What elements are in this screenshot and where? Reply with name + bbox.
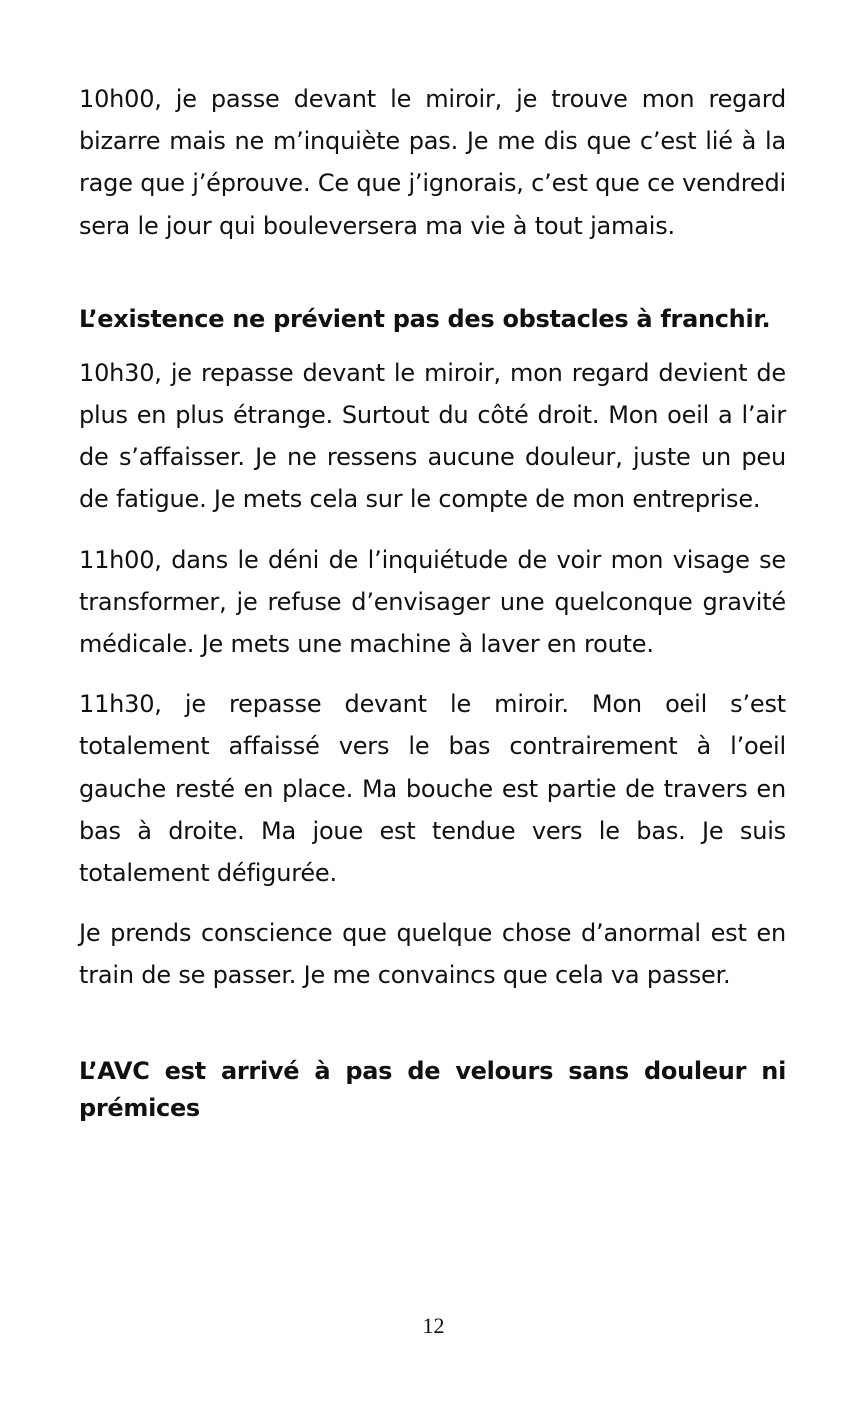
section-heading: L’AVC est arrivé à pas de velours sans douleur ni prémices (79, 1056, 786, 1122)
paragraph: Je prends conscience que quelque chose d’anormal est en train de se passer. Je me convaincs que cela va passer. (79, 919, 786, 990)
paragraph: 10h00, je passe devant le miroir, je trouve mon regard bizarre mais ne m’inquiète pas. Je me dis que c’est lié à la rage que j’éprouve. Ce que j’ignorais, c’est que ce vendredi sera le jour qui bouleversera ma vie à tout jamais. (79, 85, 786, 240)
section-heading: L’existence ne prévient pas des obstacles à franchir. (79, 304, 771, 333)
page-number: 12 (422, 1313, 445, 1338)
paragraph: 11h00, dans le déni de l’inquiétude de voir mon visage se transformer, je refuse d’envisager une quelconque gravité médicale. Je mets une machine à laver en route. (79, 545, 786, 659)
paragraph: 10h30, je repasse devant le miroir, mon regard devient de plus en plus étrange. Surtout du côté droit. Mon oeil a l’air de s’affaisser. Je ne ressens aucune douleur, juste un peu de fatigue. Je mets cela sur le compte de mon entreprise. (79, 358, 786, 514)
page-body (79, 78, 786, 1127)
paragraph: 11h30, je repasse devant le miroir. Mon oeil s’est totalement affaissé vers le bas contrairement à l’oeil gauche resté en place. Ma bouche est partie de travers en bas à droite. Ma joue est tendue vers le bas. Je suis totalement défigurée. (79, 690, 786, 888)
